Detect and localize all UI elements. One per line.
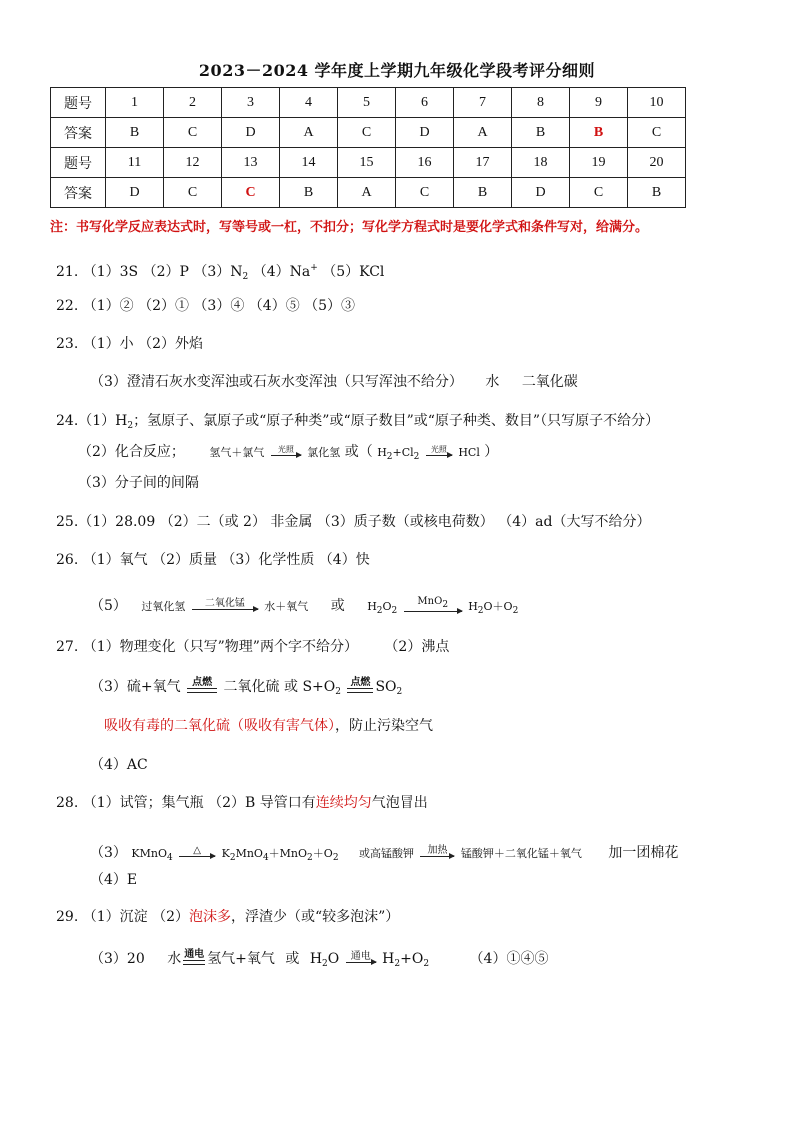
- answer-text: （3）澄清石灰水变浑浊或石灰水变浑浊（只写浑浊不给分）: [90, 374, 463, 390]
- table-cell: 7: [454, 88, 512, 118]
- table-cell: D: [512, 178, 570, 208]
- formula: H: [382, 951, 395, 967]
- table-cell: 19: [570, 148, 628, 178]
- reaction-arrow: [187, 677, 217, 693]
- reaction-arrow: [346, 951, 376, 963]
- answer-text: （1）氧气 （2）质量 （3）化学性质 （4）快: [82, 552, 370, 568]
- reaction-condition: 通电: [350, 951, 371, 962]
- formula: SO: [375, 679, 397, 695]
- answer-text: （1）物理变化（只写”物理”两个字不给分）: [82, 639, 358, 655]
- table-cell: 13: [222, 148, 280, 178]
- answer-part: （4）Na: [252, 264, 311, 280]
- formula: H: [468, 600, 478, 613]
- question-number: 29.: [56, 909, 79, 925]
- table-cell: 6: [396, 88, 454, 118]
- table-cell: C: [164, 178, 222, 208]
- table-cell-highlight: C: [222, 178, 280, 208]
- question-number: 22.: [56, 298, 79, 314]
- answer-27-line-2: [90, 677, 402, 702]
- answer-part: （2）P: [142, 264, 189, 280]
- answer-text: ；氢原子、氯原子或“原子种类”或“原子数目”或“原子种类、数目”（只写原子不给分）: [133, 413, 660, 429]
- answer-text: （5）: [90, 598, 127, 614]
- answer-28-line-2: [90, 843, 678, 868]
- subscript: 2: [322, 959, 328, 969]
- reaction-arrow: [347, 677, 373, 693]
- reaction-arrow: [271, 444, 301, 456]
- subscript: 2: [442, 600, 449, 610]
- answer-text: （4）E: [90, 872, 138, 888]
- answer-24-line-2: [78, 442, 498, 467]
- answer-text: （1）试管；集气瓶 （2）B 导管口有: [82, 795, 316, 811]
- formula: H: [367, 600, 377, 613]
- word-equation-right: 氢气+氧气: [207, 951, 275, 967]
- reaction-arrow: [404, 596, 462, 612]
- question-number: 27.: [56, 639, 79, 655]
- superscript: +: [310, 263, 318, 273]
- table-cell: 2: [164, 88, 222, 118]
- table-row: [51, 88, 686, 118]
- answer-23-line-1: [56, 334, 203, 354]
- table-cell: C: [338, 118, 396, 148]
- table-cell: D: [106, 178, 164, 208]
- table-row: [51, 178, 686, 208]
- subscript: 2: [423, 959, 430, 969]
- reaction-arrow: [192, 598, 258, 610]
- answer-text: （4）AC: [90, 757, 148, 773]
- answer-text: （1）28.09 （2）二（或 2） 非金属 （3）质子数（或核电荷数） （4）ad（大写不给分）: [78, 514, 651, 530]
- subscript: 2: [394, 959, 401, 969]
- answer-text: ，防止污染空气: [335, 718, 433, 734]
- table-cell: 14: [280, 148, 338, 178]
- answer-28-line-1: [56, 793, 428, 813]
- subscript: 2: [332, 853, 339, 863]
- table-cell: B: [280, 178, 338, 208]
- word-equation-left: 过氧化氢: [141, 600, 186, 613]
- reaction-condition: 点燃: [350, 677, 371, 688]
- table-cell: C: [628, 118, 686, 148]
- answer-text: 气泡冒出: [371, 795, 428, 811]
- answer-27-line-1: [56, 637, 449, 657]
- answer-22: [56, 296, 355, 316]
- question-number: 24.: [56, 413, 79, 429]
- table-cell: C: [570, 178, 628, 208]
- grading-note: 注：书写化学反应表达式时，写等号或一杠，不扣分；写化学方程式时是要化学式和条件写对，给满分。: [50, 220, 649, 235]
- answer-text: （2）沸点: [384, 639, 450, 655]
- answer-text: （3）: [90, 845, 127, 861]
- answer-text: 二氧化碳: [521, 374, 578, 390]
- answer-27-line-4: [90, 755, 148, 775]
- formula: H: [377, 446, 387, 459]
- table-cell: B: [454, 178, 512, 208]
- formula: H: [309, 951, 323, 967]
- table-cell: 1: [106, 88, 164, 118]
- answer-21: [56, 258, 384, 287]
- reaction-arrow: [426, 444, 452, 456]
- answer-28-line-3: [90, 870, 137, 890]
- highlighted-answer: 泡沫多: [188, 909, 231, 925]
- table-cell: 10: [628, 88, 686, 118]
- formula: KMnO: [131, 847, 167, 860]
- table-header-cell: 答案: [51, 118, 106, 148]
- answer-text: 或: [285, 951, 300, 967]
- subscript: 2: [242, 272, 249, 282]
- subscript: 2: [386, 452, 393, 462]
- table-cell: 5: [338, 88, 396, 118]
- table-row: [51, 118, 686, 148]
- answer-text: （2）化合反应；: [78, 444, 185, 460]
- table-cell: B: [628, 178, 686, 208]
- formula: MnO: [235, 847, 263, 860]
- table-cell: D: [222, 118, 280, 148]
- answer-text: （1）② （2）① （3）④ （4）⑤ （5）③: [82, 298, 356, 314]
- subscript: 2: [391, 606, 398, 616]
- formula: O＋O: [483, 600, 513, 613]
- formula: O: [382, 600, 392, 613]
- table-header-cell: 题号: [51, 148, 106, 178]
- answer-part: （3）N: [193, 264, 243, 280]
- subscript: 2: [307, 853, 313, 863]
- answer-29-line-1: [56, 907, 399, 927]
- answer-text: 或高锰酸钾: [359, 847, 414, 860]
- reaction-condition: MnO: [417, 596, 443, 607]
- subscript: 2: [335, 687, 341, 697]
- table-cell: A: [454, 118, 512, 148]
- formula: ＋O: [312, 847, 333, 860]
- table-cell: A: [338, 178, 396, 208]
- table-cell: 18: [512, 148, 570, 178]
- answer-26-line-1: [56, 550, 370, 570]
- reaction-arrow: [183, 949, 205, 965]
- table-cell: A: [280, 118, 338, 148]
- answer-part: （5）KCl: [322, 264, 385, 280]
- reaction-condition: 光照: [277, 445, 294, 454]
- table-cell: D: [396, 118, 454, 148]
- word-equation-left: 氢气＋氯气: [209, 446, 265, 459]
- answer-text: 二氧化硫 或 S+O: [223, 679, 336, 695]
- answer-text: （4）①④⑤: [469, 951, 549, 967]
- answer-24-line-1: [56, 411, 659, 436]
- table-cell: 9: [570, 88, 628, 118]
- answer-27-line-3: [104, 716, 433, 736]
- reaction-arrow: [420, 845, 454, 857]
- answer-text: 或: [330, 598, 345, 614]
- answer-text: 加一团棉花: [608, 845, 679, 861]
- answer-text: （3）分子间的间隔: [78, 475, 199, 491]
- table-header-cell: 题号: [51, 88, 106, 118]
- question-number: 23.: [56, 336, 79, 352]
- reaction-arrow: [179, 845, 215, 857]
- table-cell: 15: [338, 148, 396, 178]
- page-title: 2023－2024 学年度上学期九年级化学段考评分细则: [198, 61, 596, 80]
- heat-triangle-icon: △: [193, 845, 201, 856]
- formula: K: [221, 847, 230, 860]
- table-cell: B: [106, 118, 164, 148]
- table-cell: 11: [106, 148, 164, 178]
- question-number: 25.: [56, 514, 79, 530]
- answer-text: ，浮渣少（或“较多泡沫”）: [230, 909, 400, 925]
- word-equation-right: 锰酸钾＋二氧化锰＋氧气: [460, 847, 582, 860]
- table-cell: 12: [164, 148, 222, 178]
- table-cell: 20: [628, 148, 686, 178]
- answer-text: （1）小 （2）外焰: [82, 336, 203, 352]
- formula: O: [327, 951, 340, 967]
- word-equation-right: 氯化氢: [307, 446, 341, 459]
- formula: HCl: [458, 446, 480, 459]
- answer-24-line-3: [78, 473, 199, 493]
- reaction-condition: 二氧化锰: [204, 598, 245, 609]
- subscript: 2: [396, 687, 403, 697]
- formula: +O: [400, 951, 424, 967]
- word-equation-left: 水: [167, 951, 182, 967]
- answer-26-line-2: [90, 596, 518, 621]
- table-cell: 16: [396, 148, 454, 178]
- highlighted-answer: 连续均匀: [315, 795, 372, 811]
- answer-29-line-2: [90, 949, 548, 974]
- answer-text: （1）沉淀 （2）: [82, 909, 189, 925]
- reaction-condition: 加热: [427, 845, 448, 856]
- word-equation-right: 水＋氧气: [264, 600, 309, 613]
- answer-text: ）: [484, 444, 499, 460]
- answer-text: （1）H: [78, 413, 128, 429]
- answer-part: （1）3S: [82, 264, 139, 280]
- subscript: 2: [512, 606, 519, 616]
- highlighted-answer: 吸收有毒的二氧化硫（吸收有害气体）: [104, 718, 335, 734]
- answer-text: 水: [485, 374, 500, 390]
- subscript: 2: [413, 452, 420, 462]
- subscript: 2: [229, 853, 236, 863]
- question-number: 26.: [56, 552, 79, 568]
- table-cell: C: [164, 118, 222, 148]
- reaction-condition: 点燃: [192, 677, 213, 688]
- table-header-cell: 答案: [51, 178, 106, 208]
- answer-text: 或（: [344, 444, 373, 460]
- table-cell: 4: [280, 88, 338, 118]
- answer-table: [50, 87, 686, 208]
- table-cell: 8: [512, 88, 570, 118]
- table-cell: C: [396, 178, 454, 208]
- question-number: 28.: [56, 795, 79, 811]
- answer-25: [56, 512, 650, 532]
- answer-text: （3）20: [90, 951, 145, 967]
- reaction-condition: 光照: [430, 445, 447, 454]
- table-row: [51, 148, 686, 178]
- subscript: 4: [166, 853, 173, 863]
- table-cell: 17: [454, 148, 512, 178]
- table-cell: 3: [222, 88, 280, 118]
- table-cell: B: [512, 118, 570, 148]
- subscript: 2: [376, 606, 383, 616]
- answer-text: （3）硫+氧气: [90, 679, 181, 695]
- reaction-condition: 通电: [184, 949, 205, 960]
- subscript: 2: [477, 606, 484, 616]
- answer-23-line-2: [90, 372, 578, 392]
- formula: ＋MnO: [268, 847, 308, 860]
- table-cell-highlight: B: [570, 118, 628, 148]
- subscript: 4: [262, 853, 269, 863]
- subscript: 2: [127, 421, 134, 431]
- question-number: 21.: [56, 264, 79, 280]
- formula: +Cl: [392, 446, 414, 459]
